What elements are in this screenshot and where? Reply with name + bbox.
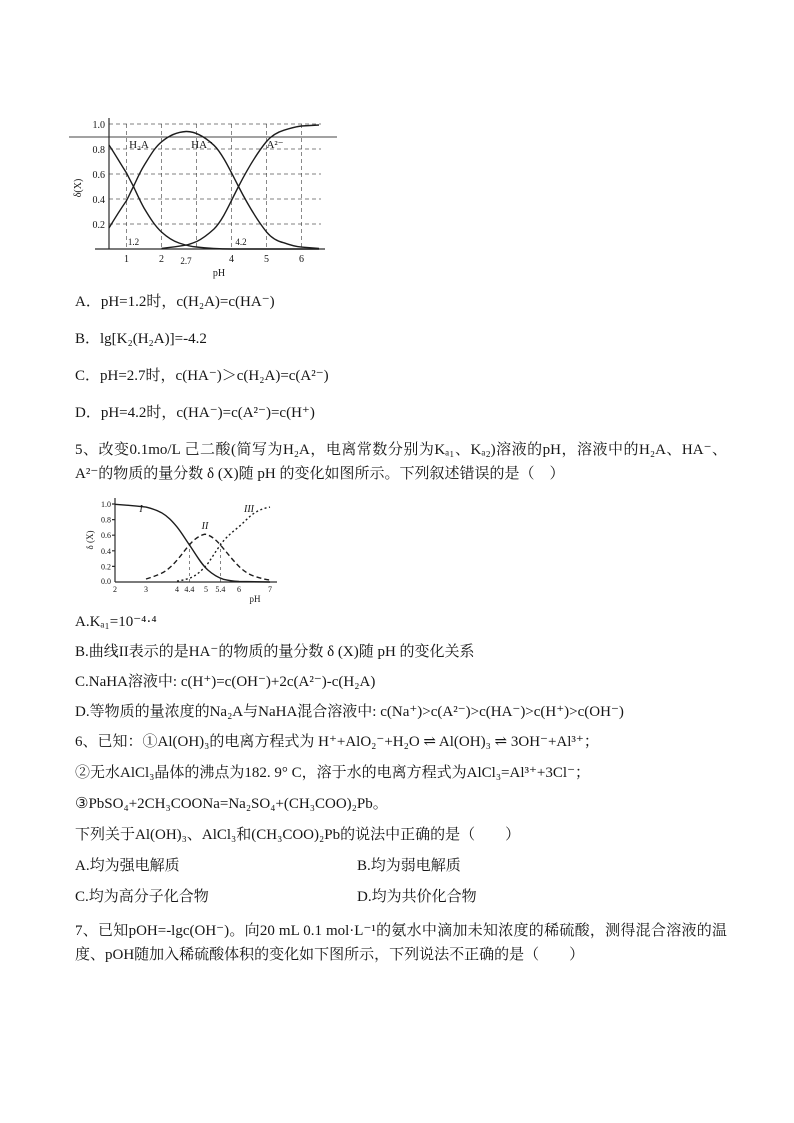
x-tick-1: 1 bbox=[124, 254, 129, 265]
y-axis-label: δ (X) bbox=[85, 530, 95, 550]
x-tick-5_4: 5.4 bbox=[215, 585, 226, 594]
q6-line-4: 下列关于Al(OH)₃、AlCl₃和(CH₃COO)₂Pb的说法中正确的是（ ） bbox=[75, 827, 521, 843]
y-tick-0_6: 0.6 bbox=[92, 170, 105, 181]
q6-option-a: A.均为强电解质 bbox=[75, 858, 180, 874]
question-5-stem: 5、改变0.1mo/L 己二酸(简写为H₂A，电离常数分别为Kₐ₁、Kₐ₂)溶液的pH，溶液中的H₂A、HA⁻、A²⁻的物质的量分数 δ (X)随 pH 的变化如图所示。下列叙述错误的是（ ） bbox=[75, 442, 727, 482]
curve-a2 bbox=[162, 125, 320, 248]
question-4-options bbox=[75, 290, 727, 425]
q6-option-c: C.均为高分子化合物 bbox=[75, 889, 209, 905]
y-tick-0_2: 0.2 bbox=[92, 220, 105, 231]
y-tick-0_8: 0.8 bbox=[101, 515, 111, 525]
question-7-stem: 7、已知pOH=-lgc(OH⁻)。向20 mL 0.1 mol·L⁻¹的氨水中滴加未知浓度的稀硫酸，测得混合溶液的温度、pOH随加入稀硫酸体积的变化如下图所示，下列说法不正确的是（ ） bbox=[75, 923, 727, 963]
curve-2 bbox=[146, 534, 270, 580]
x-tick-4_4: 4.4 bbox=[184, 585, 195, 594]
y-tick-1_0: 1.0 bbox=[101, 500, 111, 509]
q4-option-b: B．lg[K₂(H₂A)]=-4.2 bbox=[75, 331, 207, 347]
q6-options-row-1 bbox=[75, 854, 727, 878]
annotation-1_2: 1.2 bbox=[127, 237, 140, 247]
exam-page-content bbox=[75, 108, 727, 971]
question-7 bbox=[75, 919, 727, 967]
x-axis-label: pH bbox=[249, 594, 261, 604]
q6-line-3: ③PbSO₄+2CH₃COONa=Na₂SO₄+(CH₃COO)₂Pb。 bbox=[75, 796, 388, 812]
q6-options-row-2 bbox=[75, 885, 727, 909]
curve-label-2: II bbox=[201, 521, 209, 532]
y-tick-1_0: 1.0 bbox=[92, 120, 105, 131]
question-5 bbox=[75, 438, 727, 724]
curve-1 bbox=[115, 504, 270, 582]
annotation-4_2: 4.2 bbox=[235, 237, 247, 247]
x-tick-7: 7 bbox=[268, 585, 272, 594]
question-6 bbox=[75, 730, 727, 909]
y-axis-label: δ(X) bbox=[73, 178, 84, 198]
curve-label-a2: A²⁻ bbox=[266, 139, 284, 151]
q6-option-d: D.均为共价化合物 bbox=[357, 889, 477, 905]
x-tick-5: 5 bbox=[204, 585, 208, 594]
x-tick-5: 5 bbox=[264, 254, 269, 265]
y-tick-0_8: 0.8 bbox=[92, 145, 105, 156]
x-tick-4: 4 bbox=[175, 585, 179, 594]
q5-option-a: A.Kₐ₁=10⁻⁴·⁴ bbox=[75, 614, 157, 630]
x-tick-3: 3 bbox=[144, 585, 148, 594]
x-tick-2: 2 bbox=[159, 254, 164, 265]
q6-line-2: ②无水AlCl₃晶体的沸点为182. 9° C，溶于水的电离方程式为AlCl₃=Al³⁺+3Cl⁻； bbox=[75, 765, 590, 781]
q4-option-c: C．pH=2.7时，c(HA⁻)＞c(H₂A)=c(A²⁻) bbox=[75, 368, 329, 384]
q6-line-1: 6、已知：①Al(OH)₃的电离方程式为 H⁺+AlO₂⁻+H₂O ⇌ Al(OH)₃ ⇌ 3OH⁻+Al³⁺； bbox=[75, 734, 599, 750]
y-tick-0_4: 0.4 bbox=[92, 195, 105, 206]
speciation-chart-q4-svg bbox=[69, 108, 341, 280]
q4-option-d: D．pH=4.2时，c(HA⁻)=c(A²⁻)=c(H⁺) bbox=[75, 405, 315, 421]
x-tick-6: 6 bbox=[299, 254, 304, 265]
curve-label-h2a: H₂A bbox=[129, 139, 149, 151]
x-tick-4: 4 bbox=[229, 254, 234, 265]
y-tick-0_6: 0.6 bbox=[101, 531, 111, 541]
q4-option-a: A．pH=1.2时，c(H₂A)=c(HA⁻) bbox=[75, 294, 275, 310]
q5-option-c: C.NaHA溶液中: c(H⁺)=c(OH⁻)+2c(A²⁻)-c(H₂A) bbox=[75, 674, 376, 690]
curve-h2a bbox=[109, 145, 319, 249]
x-axis-label: pH bbox=[212, 268, 226, 279]
q5-option-d: D.等物质的量浓度的Na₂A与NaHA混合溶液中: c(Na⁺)>c(A²⁻)>c(HA⁻)>c(H⁺)>c(OH⁻) bbox=[75, 704, 624, 720]
y-tick-0_2: 0.2 bbox=[101, 562, 111, 572]
speciation-chart-q5 bbox=[85, 492, 727, 604]
q6-option-b: B.均为弱电解质 bbox=[357, 858, 461, 874]
curve-label-1: I bbox=[139, 504, 143, 515]
q5-option-b: B.曲线II表示的是HA⁻的物质的量分数 δ (X)随 pH 的变化关系 bbox=[75, 644, 475, 660]
speciation-chart-q4 bbox=[69, 108, 727, 280]
question-5-options bbox=[75, 610, 727, 724]
curve-label-3: III bbox=[244, 504, 254, 515]
y-tick-0_4: 0.4 bbox=[101, 546, 111, 556]
curve-label-ha: HA⁻ bbox=[191, 139, 213, 151]
y-tick-0_0: 0.0 bbox=[101, 577, 111, 586]
x-tick-2_7: 2.7 bbox=[180, 256, 192, 266]
speciation-chart-q5-svg bbox=[85, 492, 289, 604]
x-tick-2: 2 bbox=[113, 585, 117, 594]
axes bbox=[92, 118, 325, 249]
x-tick-6: 6 bbox=[237, 585, 241, 594]
